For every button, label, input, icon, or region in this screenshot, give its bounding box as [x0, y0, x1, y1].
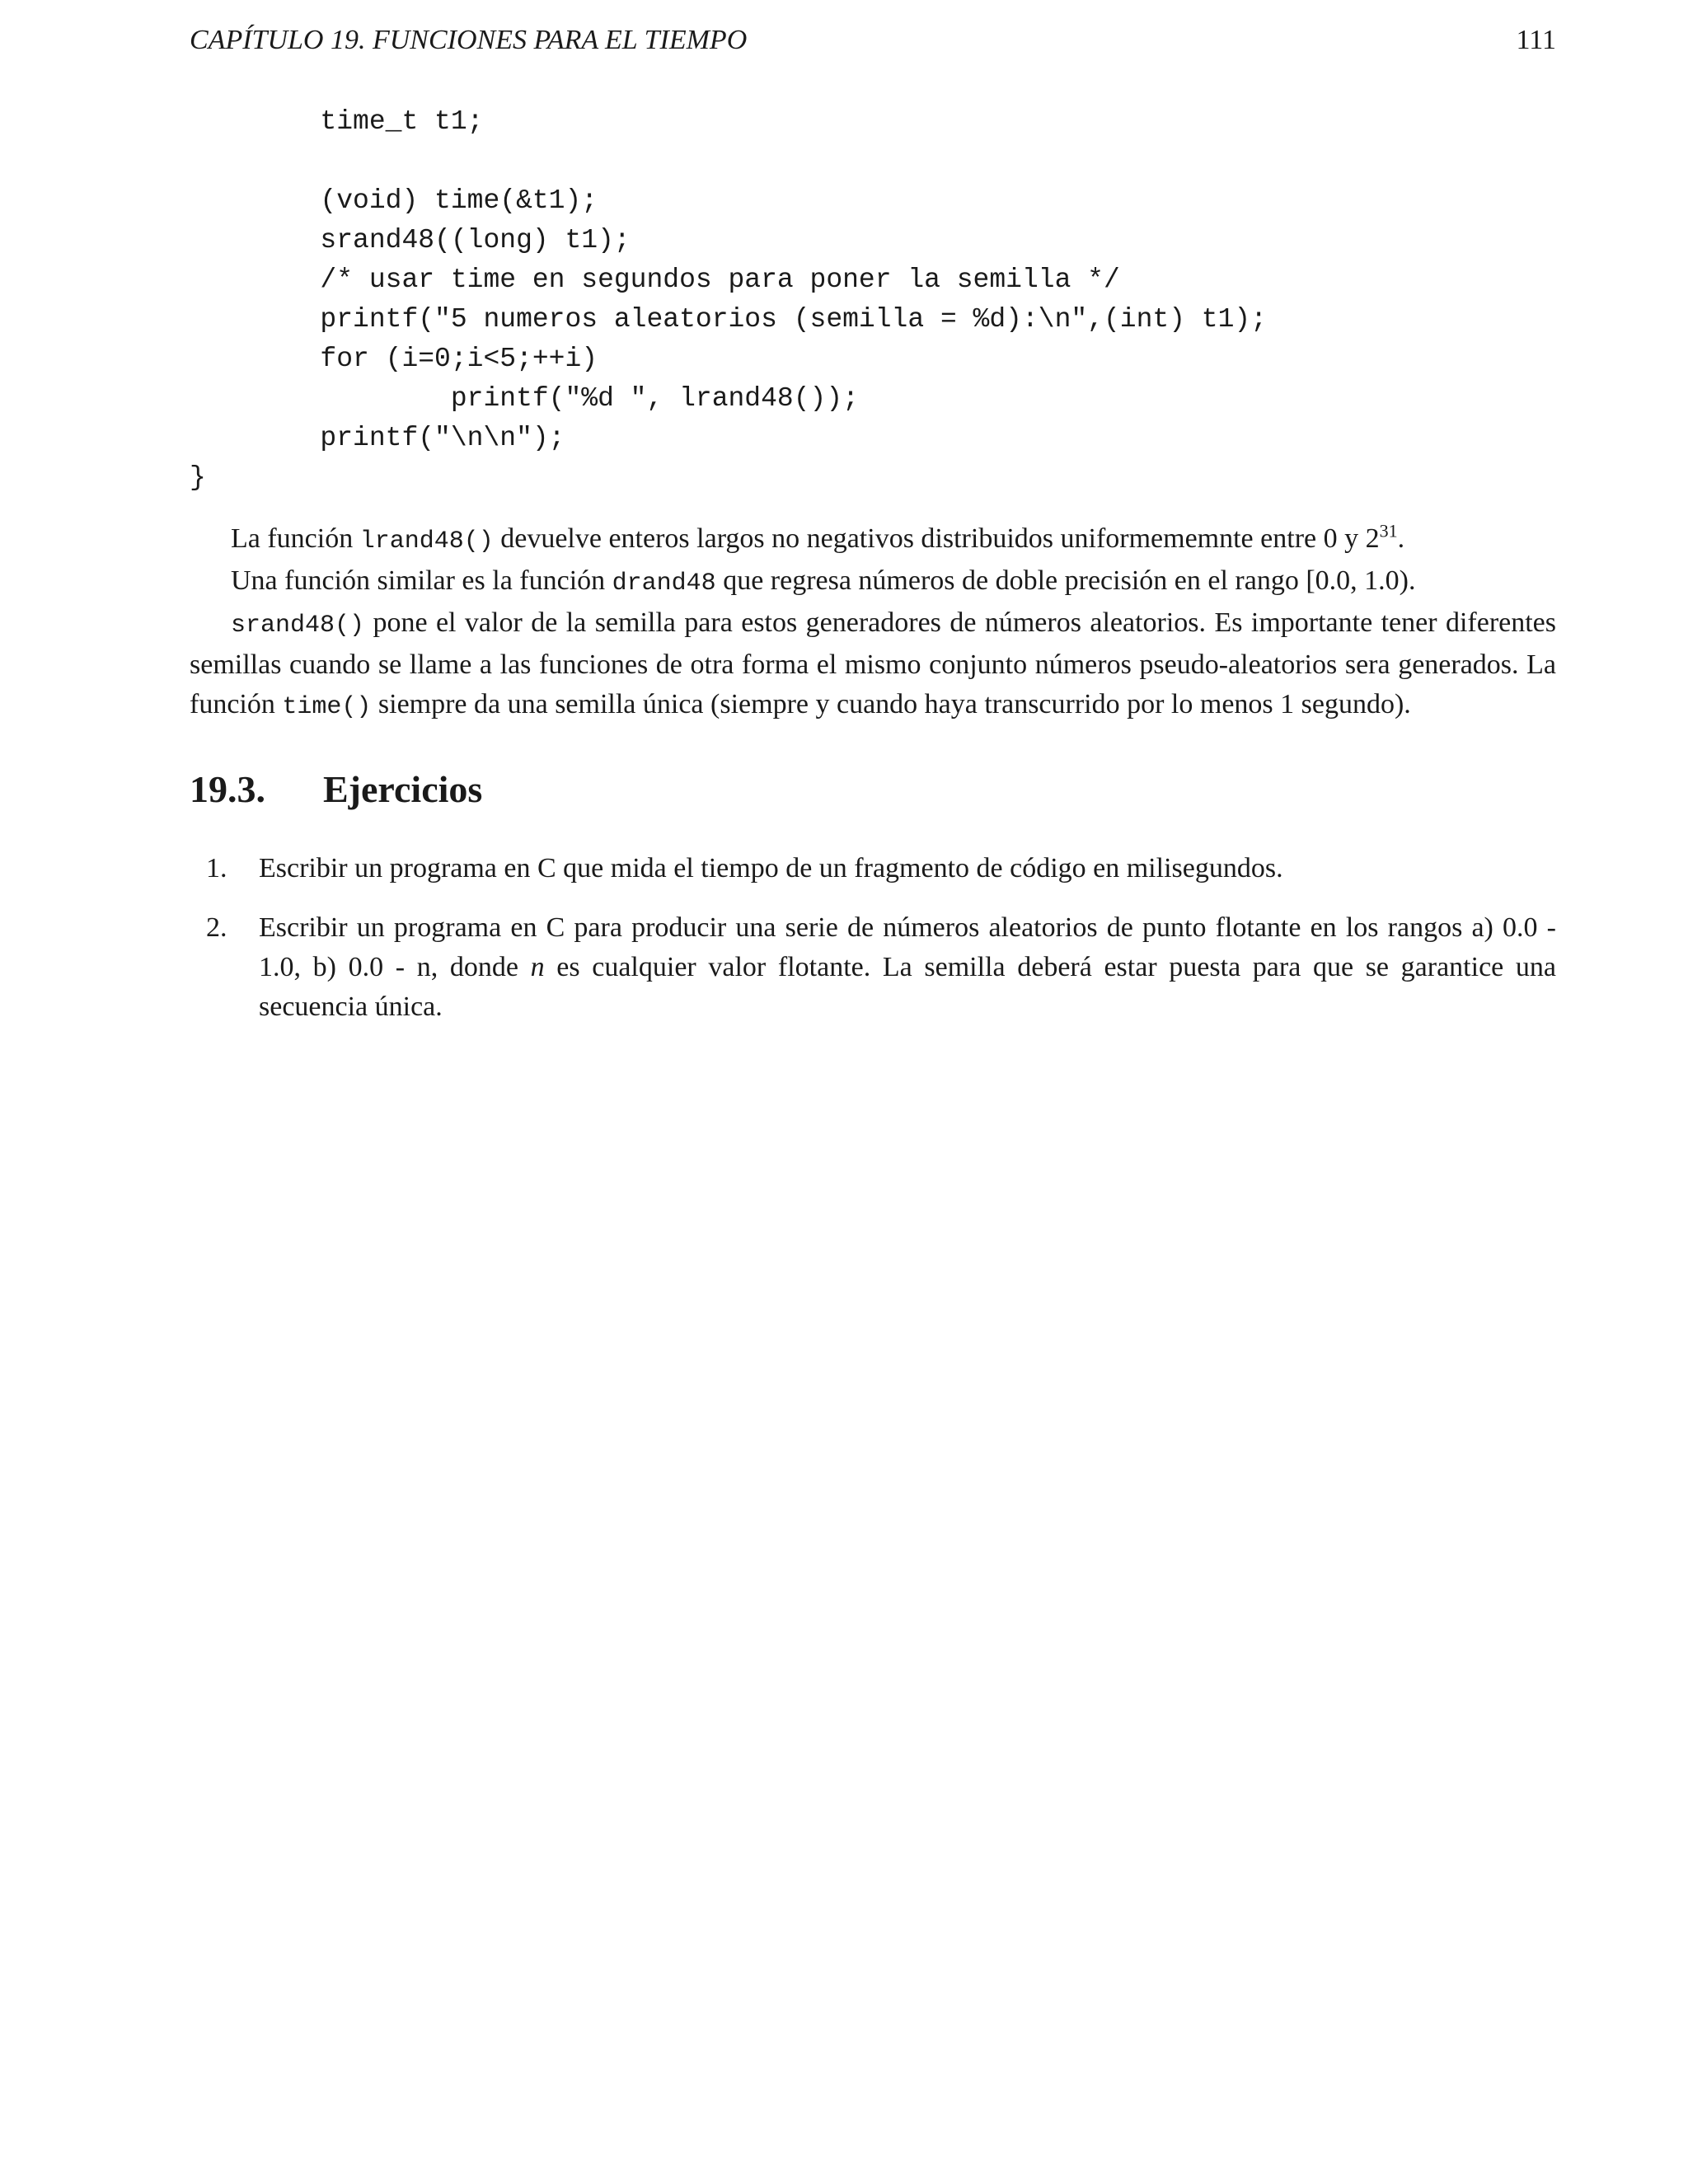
paragraph-text: siempre da una semilla única (siempre y cuando haya transcurrido por lo menos 1 segundo). [371, 689, 1411, 719]
code-line: /* usar time en segundos para poner la semilla */ [190, 265, 1120, 295]
code-line: printf("5 numeros aleatorios (semilla = %d):\n",(int) t1); [190, 304, 1268, 335]
item-number: 1. [206, 853, 227, 883]
paragraph-text: . [1397, 523, 1405, 554]
inline-code: drand48 [612, 569, 716, 598]
inline-code: srand48() [231, 612, 365, 640]
paragraph-text: Una función similar es la función [231, 565, 612, 596]
code-line: time_t t1; [190, 106, 484, 137]
inline-code: time() [282, 693, 372, 721]
code-line: for (i=0;i<5;++i) [190, 344, 598, 374]
paragraph-text: que regresa números de doble precisión en el rango [0.0, 1.0). [715, 565, 1416, 596]
paragraph-srand48 [190, 603, 1556, 727]
inline-code: lrand48() [359, 527, 494, 555]
item-text: Escribir un programa en C que mida el tiempo de un fragmento de código en milisegundos. [259, 853, 1283, 883]
code-line: printf("%d ", lrand48()); [190, 383, 859, 414]
chapter-title: CAPÍTULO 19. FUNCIONES PARA EL TIEMPO [190, 25, 748, 55]
paragraph-text: La función [231, 523, 360, 554]
list-item [190, 908, 1556, 1027]
code-line: } [190, 462, 206, 493]
code-block [190, 102, 1267, 498]
body-text [190, 519, 1556, 727]
section-number: 19.3. [190, 768, 265, 810]
item-number: 2. [206, 912, 227, 943]
code-line: (void) time(&t1); [190, 185, 598, 216]
paragraph-text: pone el valor de la semilla para estos generadores de números aleatorios. Es importante tener diferentes semillas cuando se llame a las funciones de otra forma el mismo conjunto números pseudo-aleatorios sera generados. La función [190, 607, 1556, 719]
section-heading [190, 765, 482, 814]
page-number: 111 [1516, 25, 1556, 55]
math-variable: n [530, 952, 545, 982]
exponent: 31 [1379, 520, 1398, 541]
paragraph-text: devuelve enteros largos no negativos distribuidos uniformememnte entre 0 y 2 [493, 523, 1380, 554]
item-text: es cualquier valor flotante. La semilla deberá estar puesta para que se garantice una secuencia única. [259, 952, 1556, 1022]
item-text: Escribir un programa en C para producir una serie de números aleatorios de punto flotante en los rangos a) 0.0 - 1.0, b) 0.0 - n, donde [259, 912, 1556, 982]
paragraph-drand48 [190, 561, 1556, 603]
code-line [190, 142, 1267, 181]
code-line: printf("\n\n"); [190, 423, 565, 453]
code-line: srand48((long) t1); [190, 225, 631, 255]
paragraph-lrand48 [190, 519, 1556, 561]
section-title: Ejercicios [323, 768, 483, 810]
exercise-list [190, 849, 1556, 1047]
list-item [190, 849, 1556, 888]
running-header [190, 25, 1556, 66]
